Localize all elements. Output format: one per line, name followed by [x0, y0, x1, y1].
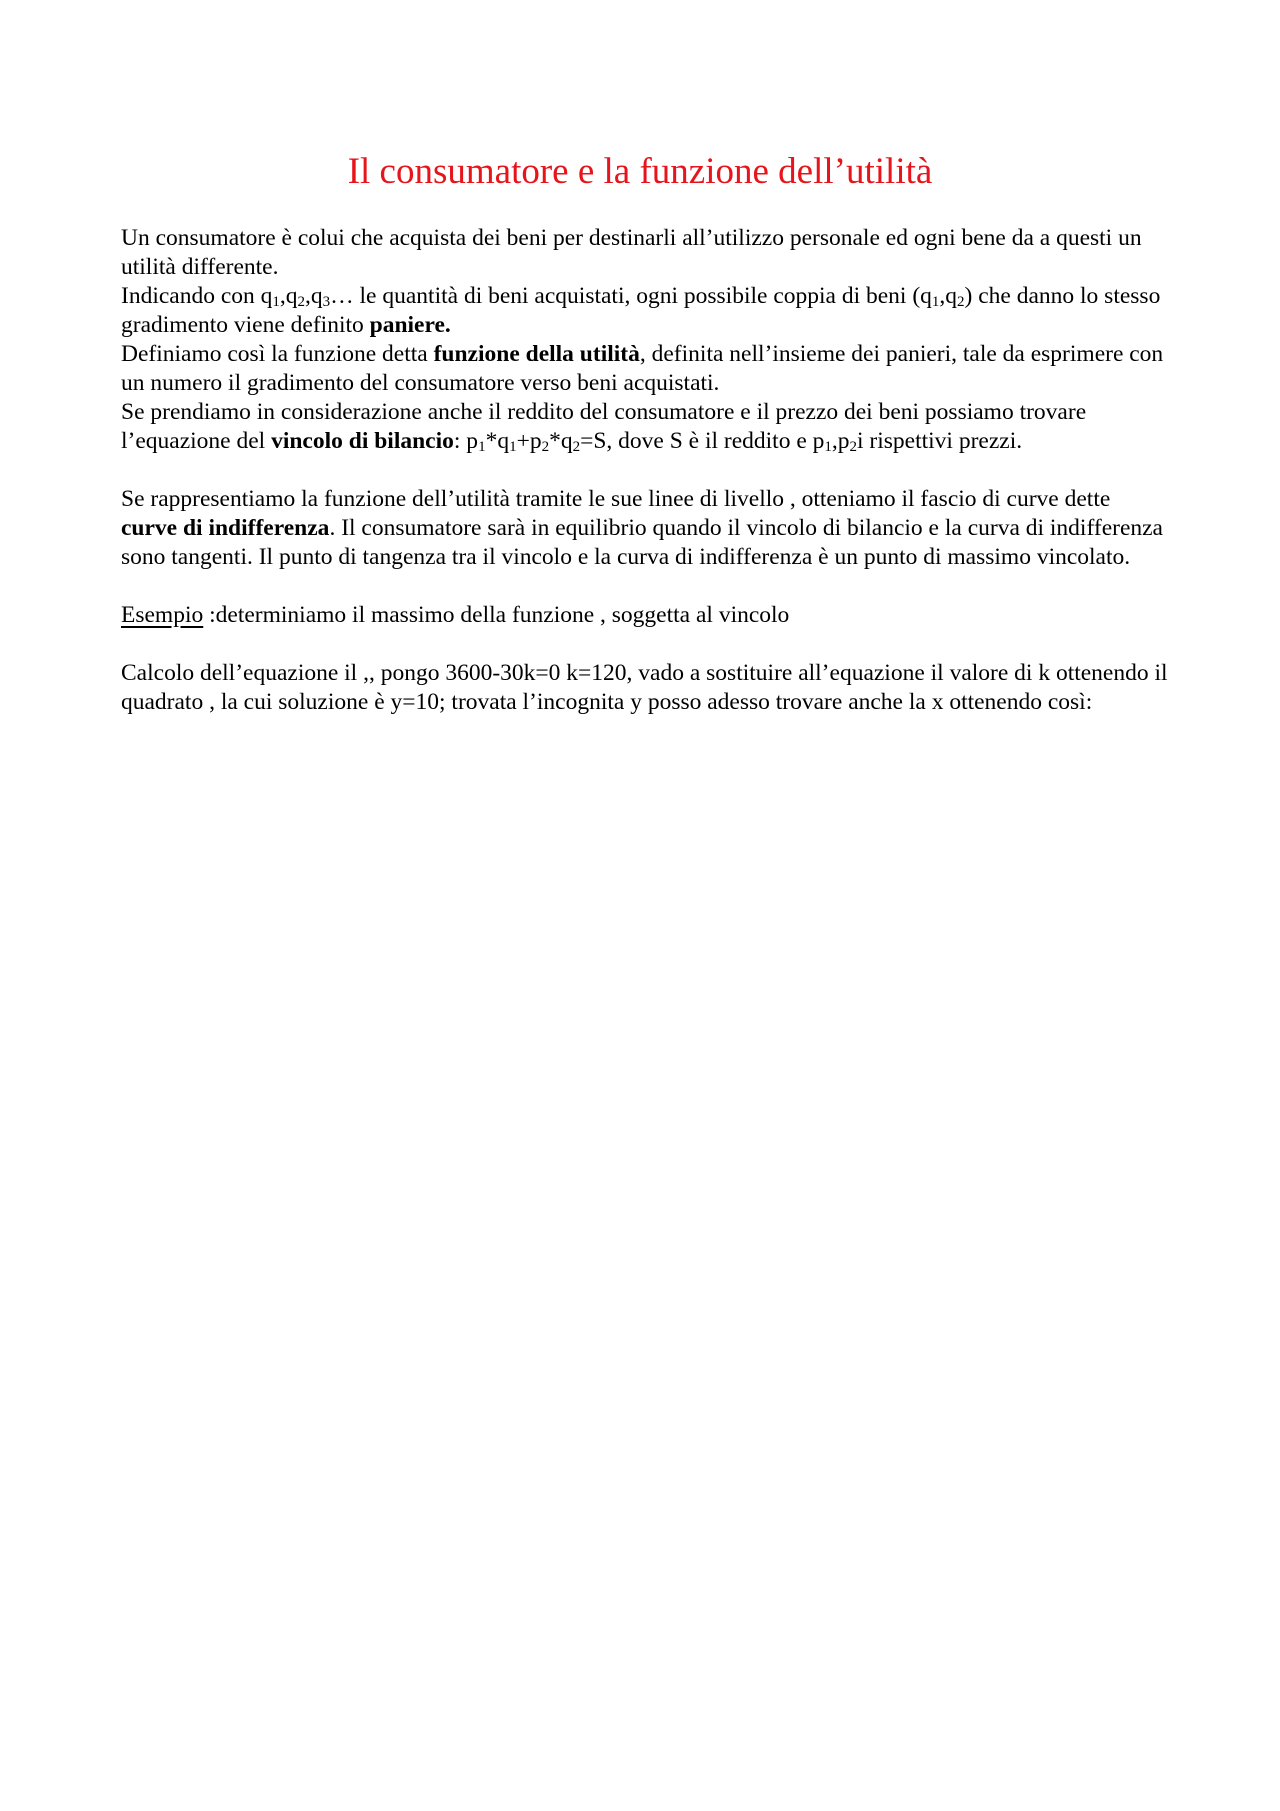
subscript: 2 — [541, 439, 550, 455]
subscript: 1 — [824, 439, 832, 455]
paragraph-utility-function — [121, 340, 1171, 398]
text-run: *q — [549, 428, 573, 454]
text-run: +p — [516, 428, 542, 454]
text-run: Se rappresentiamo la funzione dell’utilità tramite le sue linee di livello , otteniamo il fascio di curve dette — [121, 486, 1111, 512]
text-run: Definiamo così la funzione detta — [121, 341, 434, 367]
text-run: , definita nell’insieme dei panieri, tale da esprimere con un numero il gradimento del consumatore verso beni acquistati. — [121, 341, 1164, 396]
bold-term-budget-constraint: vincolo di bilancio — [271, 428, 454, 454]
subscript: 3 — [322, 294, 331, 310]
document-body — [121, 224, 1171, 717]
paragraph-indifference-curves — [121, 485, 1171, 572]
text-run: ) che danno lo stesso gradimento viene definito — [121, 283, 1161, 338]
paragraph-spacer — [121, 456, 1171, 485]
subscript: 1 — [272, 294, 280, 310]
subscript: 1 — [478, 439, 486, 455]
subscript: 2 — [297, 294, 306, 310]
subscript: 2 — [957, 294, 965, 310]
bold-term-utility-function: funzione della utilità — [433, 341, 640, 367]
bold-term-paniere: paniere. — [369, 312, 451, 338]
paragraph-spacer — [121, 572, 1171, 601]
paragraph-budget-constraint — [121, 398, 1171, 456]
paragraph-paniere — [121, 282, 1171, 340]
bold-term-indifference-curves: curve di indifferenza — [121, 515, 330, 541]
text-run: *q — [485, 428, 510, 454]
subscript: 2 — [849, 439, 858, 455]
subscript: 1 — [509, 439, 517, 455]
paragraph-spacer — [121, 630, 1171, 659]
underlined-label-example: Esempio — [121, 602, 204, 628]
text-run: :determiniamo il massimo della funzione , soggetta al vincolo — [203, 602, 790, 628]
text-run: … le quantità di beni acquistati, ogni possibile coppia di beni (q — [330, 283, 932, 309]
text-run: Se prendiamo in considerazione anche il reddito del consumatore e il prezzo dei beni possiamo trovare l’equazione del — [121, 399, 1087, 454]
text-run: Indicando con q — [121, 283, 273, 309]
paragraph-consumer-definition: Un consumatore è colui che acquista dei beni per destinarli all’utilizzo personale ed ogni bene da a questi un utilità differente. — [121, 225, 1142, 280]
text-run: : p — [453, 428, 479, 454]
text-run: =S, dove S è il reddito e p — [580, 428, 825, 454]
document-title: Il consumatore e la funzione dell’utilità — [347, 151, 933, 192]
subscript: 2 — [572, 439, 581, 455]
text-run: ,q — [939, 283, 958, 309]
text-run: ,q — [279, 283, 298, 309]
text-run: . Il consumatore sarà in equilibrio quando il vincolo di bilancio e la curva di indifferenza sono tangenti. Il punto di tangenza tra il vincolo e la curva di indifferenza è un punto di massimo vincolato. — [121, 515, 1163, 570]
text-run: i rispettivi prezzi. — [857, 428, 1023, 454]
subscript: 1 — [931, 294, 940, 310]
text-run: ,p — [831, 428, 850, 454]
paragraph-example — [121, 601, 1171, 630]
text-run: ,q — [305, 283, 323, 309]
paragraph-calculation: Calcolo dell’equazione il ,, pongo 3600-30k=0 k=120, vado a sostituire all’equazione il valore di k ottenendo il quadrato , la cui soluzione è y=10; trovata l’incognita y posso adesso trovare anche la x ottenendo così: — [121, 660, 1168, 715]
